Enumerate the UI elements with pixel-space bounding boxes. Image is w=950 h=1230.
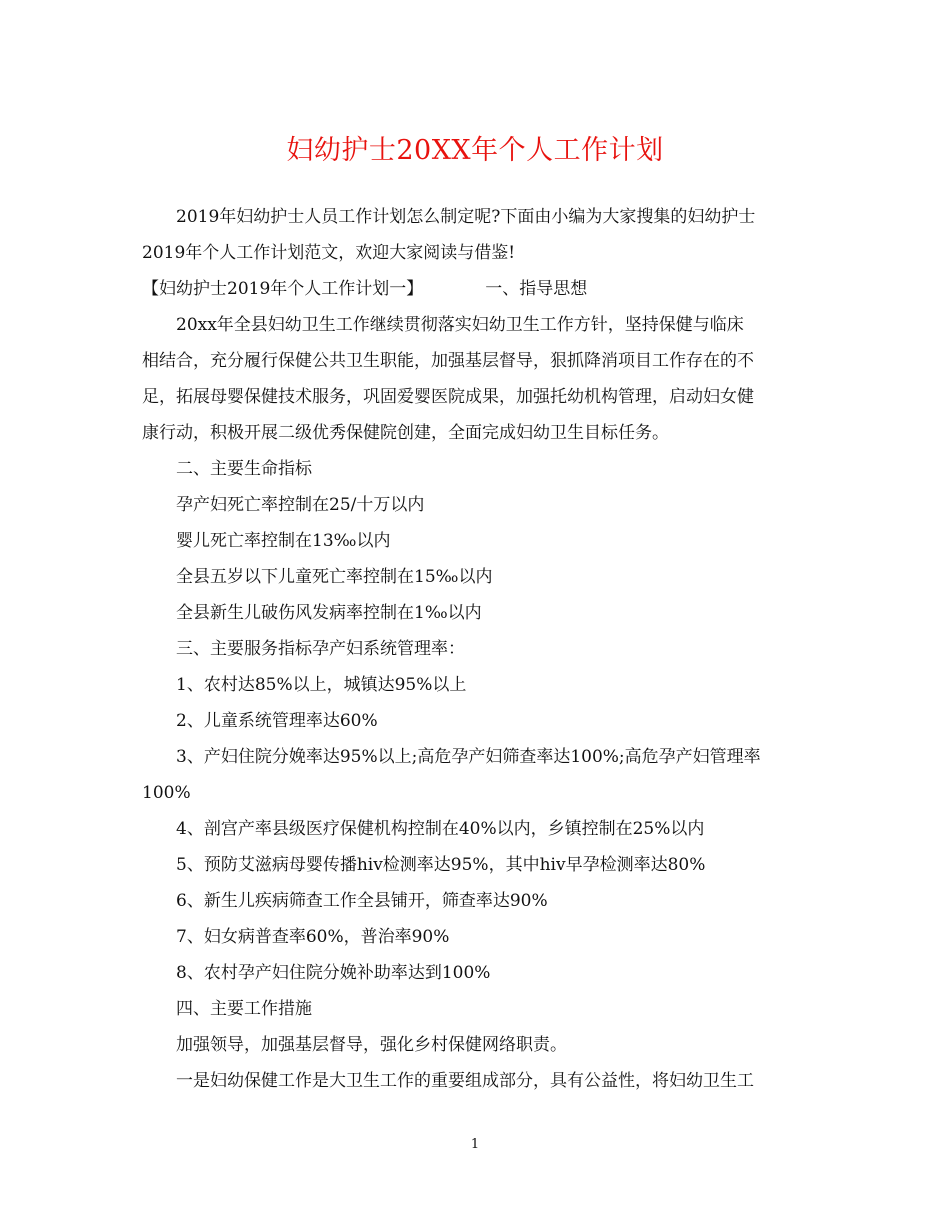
life-indicator-item: 孕产妇死亡率控制在25/十万以内 xyxy=(176,495,425,515)
guiding-line-2: 相结合，充分履行保健公共卫生职能，加强基层督导，狠抓降消项目工作存在的不 xyxy=(142,351,754,371)
service-item-3-line-2: 100% xyxy=(142,783,191,803)
intro-line-1: 2019年妇幼护士人员工作计划怎么制定呢?下面由小编为大家搜集的妇幼护士 xyxy=(176,207,756,227)
heading-guiding-thought: 一、指导思想 xyxy=(485,279,588,299)
guiding-line-3: 足，拓展母婴保健技术服务，巩固爱婴医院成果，加强托幼机构管理，启动妇女健 xyxy=(142,387,754,407)
service-item-6: 6、新生儿疾病筛查工作全县铺开，筛查率达90% xyxy=(176,891,548,911)
life-indicator-item: 全县五岁以下儿童死亡率控制在15‰以内 xyxy=(176,567,493,587)
service-item-3-line-1: 3、产妇住院分娩率达95%以上;高危孕产妇筛查率达100%;高危孕产妇管理率 xyxy=(176,747,761,767)
measures-line-2: 一是妇幼保健工作是大卫生工作的重要组成部分，具有公益性，将妇幼卫生工 xyxy=(176,1071,754,1091)
service-item-1: 1、农村达85%以上，城镇达95%以上 xyxy=(176,675,467,695)
section-header xyxy=(142,277,587,301)
service-item-4: 4、剖宫产率县级医疗保健机构控制在40%以内，乡镇控制在25%以内 xyxy=(176,819,705,839)
heading-life-indicators: 二、主要生命指标 xyxy=(176,459,312,479)
life-indicator-item: 婴儿死亡率控制在13‰以内 xyxy=(176,531,391,551)
intro-line-2: 2019年个人工作计划范文，欢迎大家阅读与借鉴! xyxy=(142,243,516,263)
measures-line-1: 加强领导，加强基层督导，强化乡村保健网络职责。 xyxy=(176,1035,567,1055)
service-item-8: 8、农村孕产妇住院分娩补助率达到100% xyxy=(176,963,491,983)
service-item-2: 2、儿童系统管理率达60% xyxy=(176,711,378,731)
section-bracket-title: 【妇幼护士2019年个人工作计划一】 xyxy=(142,279,424,299)
life-indicator-item: 全县新生儿破伤风发病率控制在1‰以内 xyxy=(176,603,482,623)
guiding-line-4: 康行动，积极开展二级优秀保健院创建，全面完成妇幼卫生目标任务。 xyxy=(142,423,669,443)
page-number: 1 xyxy=(470,1137,480,1152)
guiding-line-1: 20xx年全县妇幼卫生工作继续贯彻落实妇幼卫生工作方针，坚持保健与临床 xyxy=(176,315,744,335)
document-title: 妇幼护士20XX年个人工作计划 xyxy=(286,135,664,166)
heading-service-indicators: 三、主要服务指标孕产妇系统管理率： xyxy=(176,639,465,659)
service-item-5: 5、预防艾滋病母婴传播hiv检测率达95%，其中hiv早孕检测率达80% xyxy=(176,855,706,875)
service-item-7: 7、妇女病普查率60%，普治率90% xyxy=(176,927,450,947)
heading-work-measures: 四、主要工作措施 xyxy=(176,999,312,1019)
